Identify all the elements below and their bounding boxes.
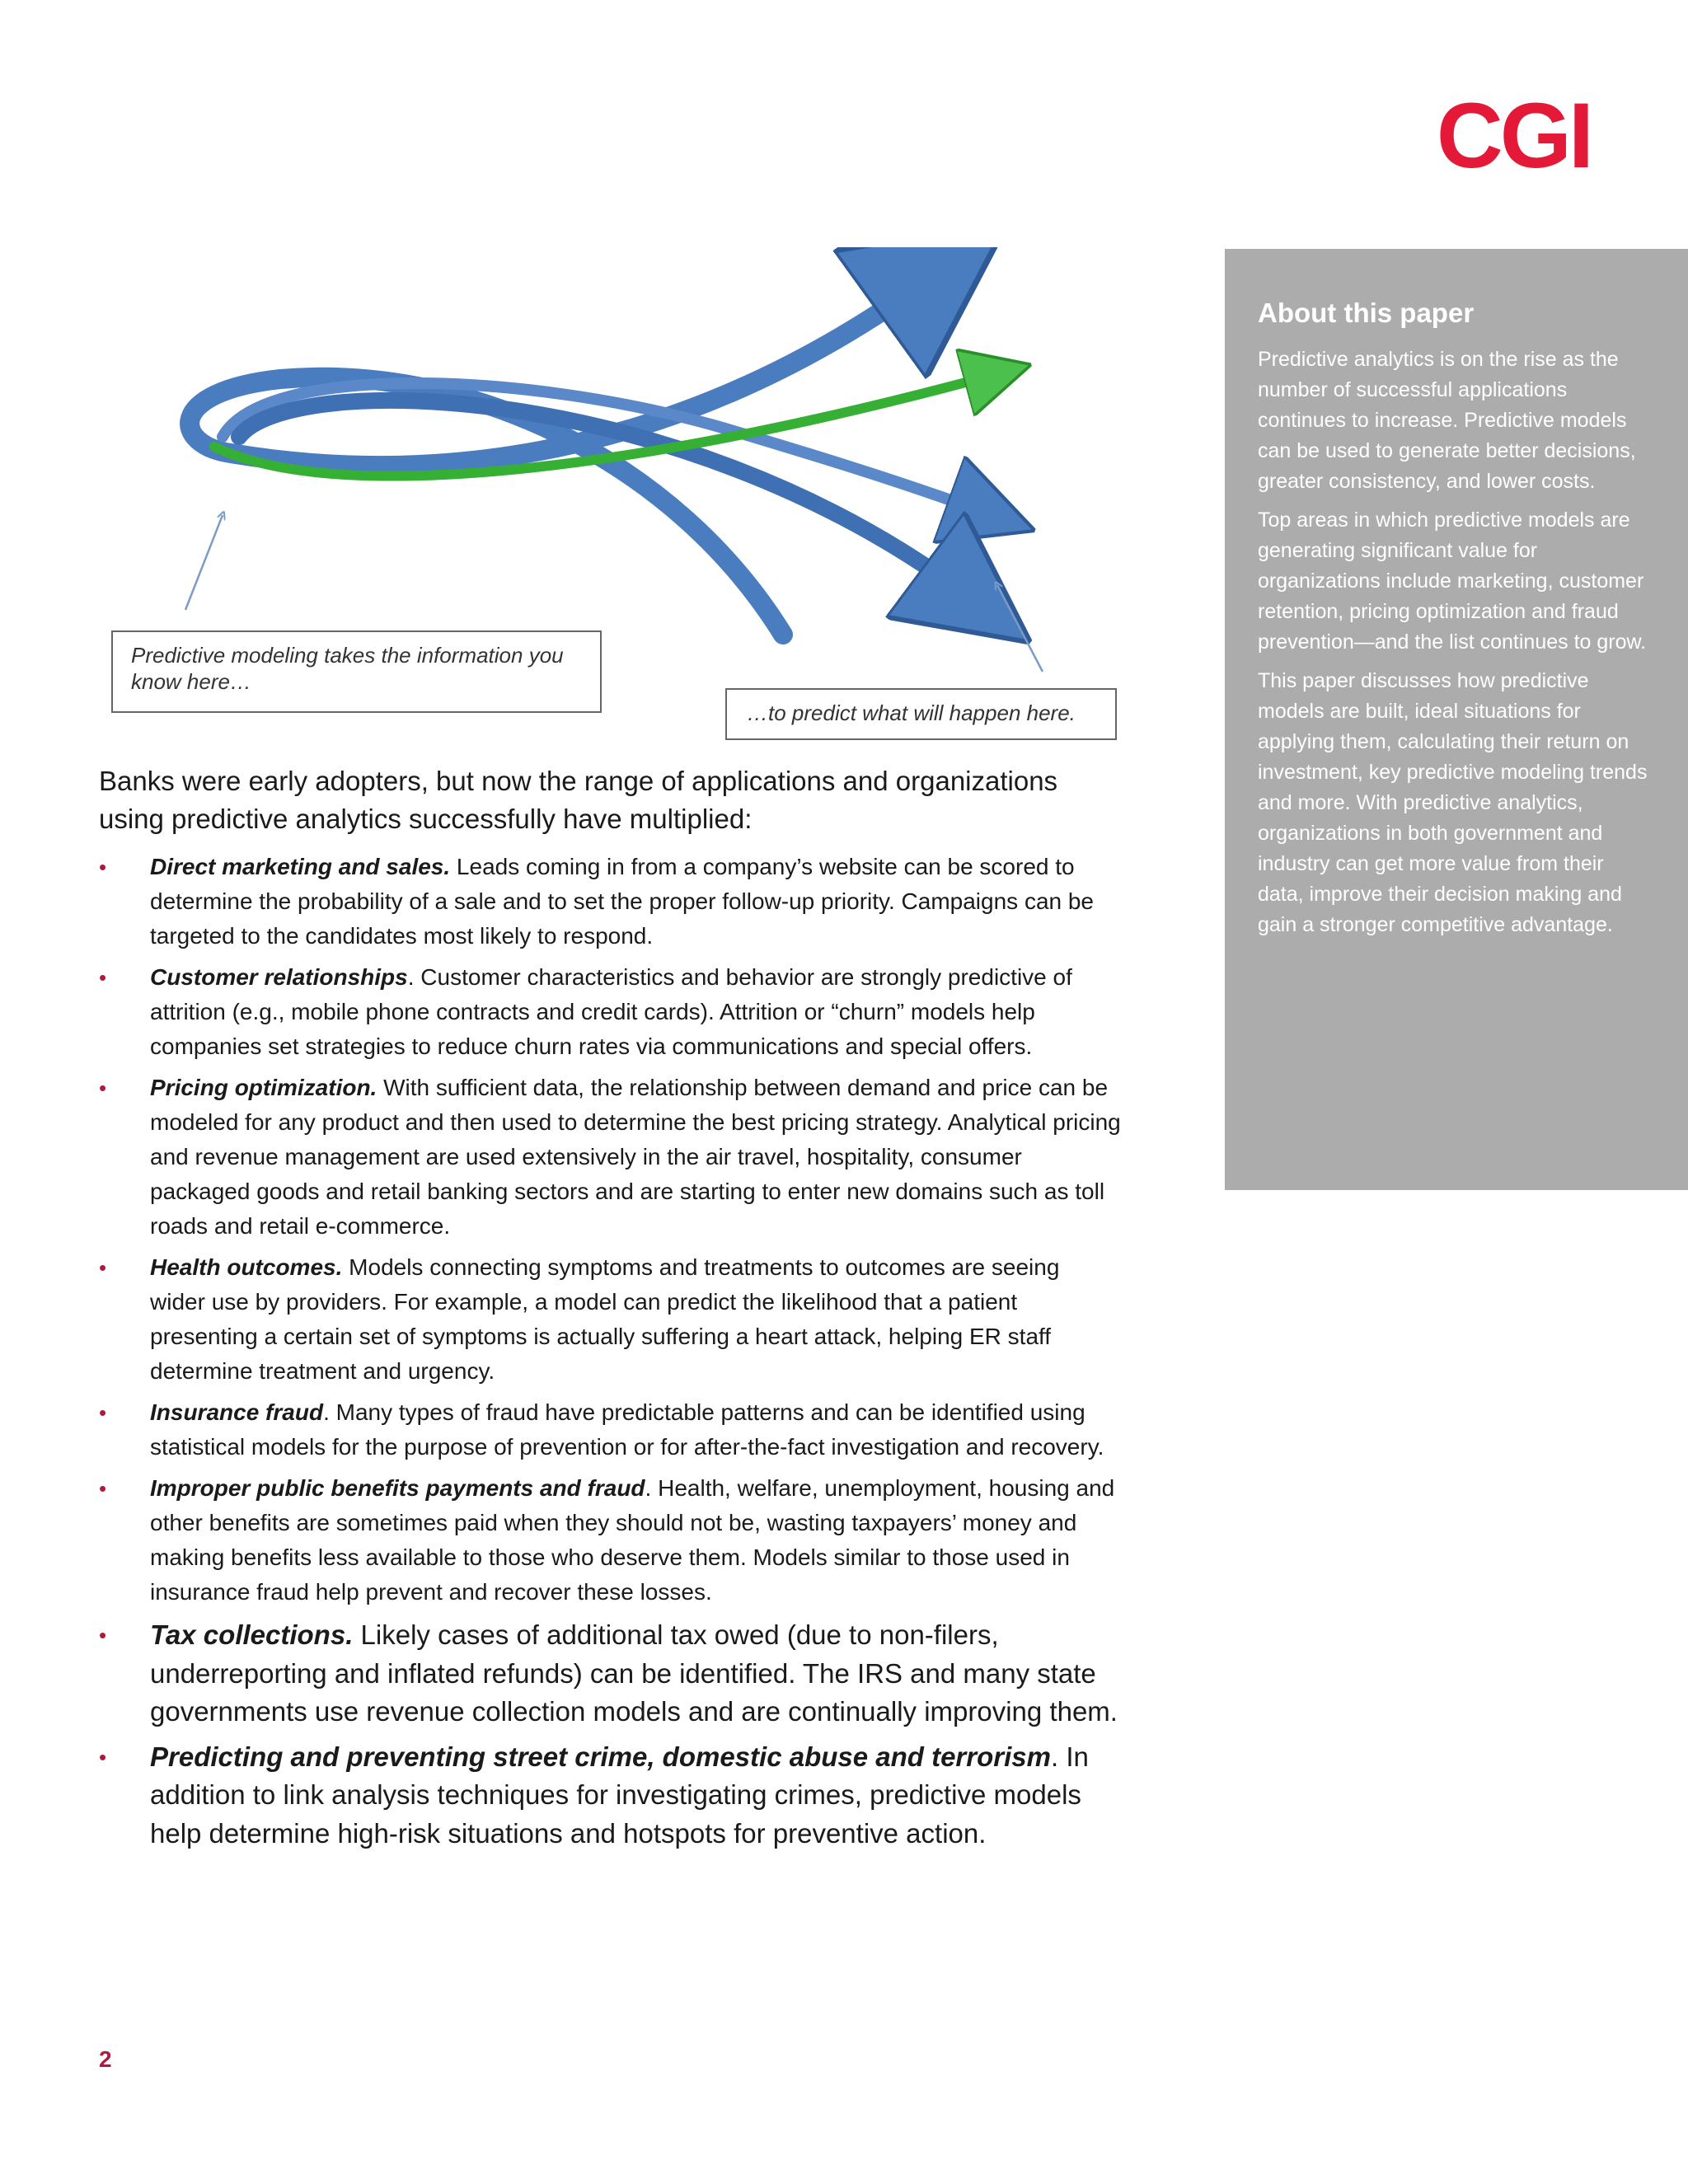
bullet-icon: •	[99, 1744, 107, 1769]
caption-known-info: Predictive modeling takes the information you know here…	[111, 630, 602, 713]
item-text: Leads coming in from a company’s website can be scored to determine the probability of a sale and to set the proper follow-up priority. Campaigns can be targeted to the candidates most likely to respond.	[150, 854, 1095, 949]
bullet-icon: •	[99, 1476, 107, 1501]
list-item	[99, 1616, 1121, 1732]
caption-predict: …to predict what will happen here.	[725, 688, 1117, 740]
item-title: Direct marketing and sales.	[150, 854, 451, 879]
intro-paragraph: Banks were early adopters, but now the range of applications and organizations using predictive analytics successfully have multiplied:	[99, 766, 1058, 834]
sidebar-paragraph: Predictive analytics is on the rise as the number of successful applications continues to increase. Predictive models can be used to generate better decisions, greater consistency, and lower costs.	[1258, 348, 1636, 493]
pointer-arrow-right	[997, 585, 1043, 672]
cgi-logo: CGI	[1436, 84, 1591, 187]
item-text: . Many types of fraud have predictable patterns and can be identified using statistical models for the purpose of prevention or for after-the-fact investigation and recovery.	[150, 1399, 1104, 1460]
list-item	[99, 850, 1121, 954]
item-text: Likely cases of additional tax owed (due to non-filers, underreporting and inflated refunds) can be identified. The IRS and many state governments use revenue collection models and are continually improving them.	[150, 1619, 1118, 1727]
item-title: Customer relationships	[150, 964, 408, 990]
list-item	[99, 1250, 1121, 1389]
blue-arrow-down	[239, 401, 964, 593]
bullet-icon: •	[99, 855, 107, 879]
item-text: Models connecting symptoms and treatments to outcomes are seeing wider use by providers. For example, a model can predict the likelihood that a patient presenting a certain set of symptoms is actually suffering a heart attack, helping ER staff determine treatment and urgency.	[150, 1254, 1060, 1384]
list-item	[99, 1395, 1121, 1465]
page-number: 2	[99, 2046, 112, 2072]
item-title: Health outcomes.	[150, 1254, 343, 1280]
item-title: Pricing optimization.	[150, 1075, 377, 1100]
bullet-icon: •	[99, 1255, 107, 1280]
item-title: Improper public benefits payments and fraud	[150, 1475, 645, 1501]
list-item	[99, 1738, 1121, 1854]
bullet-icon: •	[99, 965, 107, 990]
about-sidebar	[1225, 249, 1688, 1190]
item-text: . In addition to link analysis techniques for investigating crimes, predictive models help determine high-risk situations and hotspots for preventive action.	[150, 1741, 1089, 1849]
item-text: . Customer characteristics and behavior are strongly predictive of attrition (e.g., mobile phone contracts and credit cards). Attrition or “churn” models help companies set strategies to reduce churn rates via communications and special offers.	[150, 964, 1072, 1059]
item-title: Tax collections.	[150, 1619, 354, 1650]
sidebar-title: About this paper	[1258, 298, 1475, 328]
sidebar-paragraph: Top areas in which predictive models are generating significant value for organizations include marketing, customer retention, pricing optimization and fraud prevention—and the list continues to grow.	[1258, 509, 1647, 654]
list-item	[99, 1471, 1121, 1610]
bullet-icon: •	[99, 1623, 107, 1647]
item-title: Predicting and preventing street crime, domestic abuse and terrorism	[150, 1741, 1051, 1772]
pointer-arrow-left	[185, 515, 223, 610]
main-content	[99, 762, 1121, 1859]
list-item	[99, 960, 1121, 1064]
sidebar-paragraph: This paper discusses how predictive models are built, ideal situations for applying them, calculating their return on investment, key predictive modeling trends and more. With predictive analytics, organizations in both government and industry can get more value from their data, improve their decision making and gain a stronger competitive advantage.	[1258, 669, 1648, 936]
item-text: . Health, welfare, unemployment, housing and other benefits are sometimes paid when they should not be, wasting taxpayers’ money and making benefits less available to those who deserve them. Models similar to those used in insurance fraud help prevent and recover these losses.	[150, 1475, 1115, 1605]
item-text: With sufficient data, the relationship between demand and price can be modeled for any product and then used to determine the best pricing strategy. Analytical pricing and revenue management are used extensively in the air travel, hospitality, consumer packaged goods and retail banking sectors and are starting to enter new domains such as toll roads and retail e-commerce.	[150, 1075, 1121, 1239]
applications-list	[99, 850, 1121, 1853]
list-item	[99, 1071, 1121, 1244]
bullet-icon: •	[99, 1400, 107, 1425]
bullet-icon: •	[99, 1076, 107, 1100]
item-title: Insurance fraud	[150, 1399, 324, 1425]
